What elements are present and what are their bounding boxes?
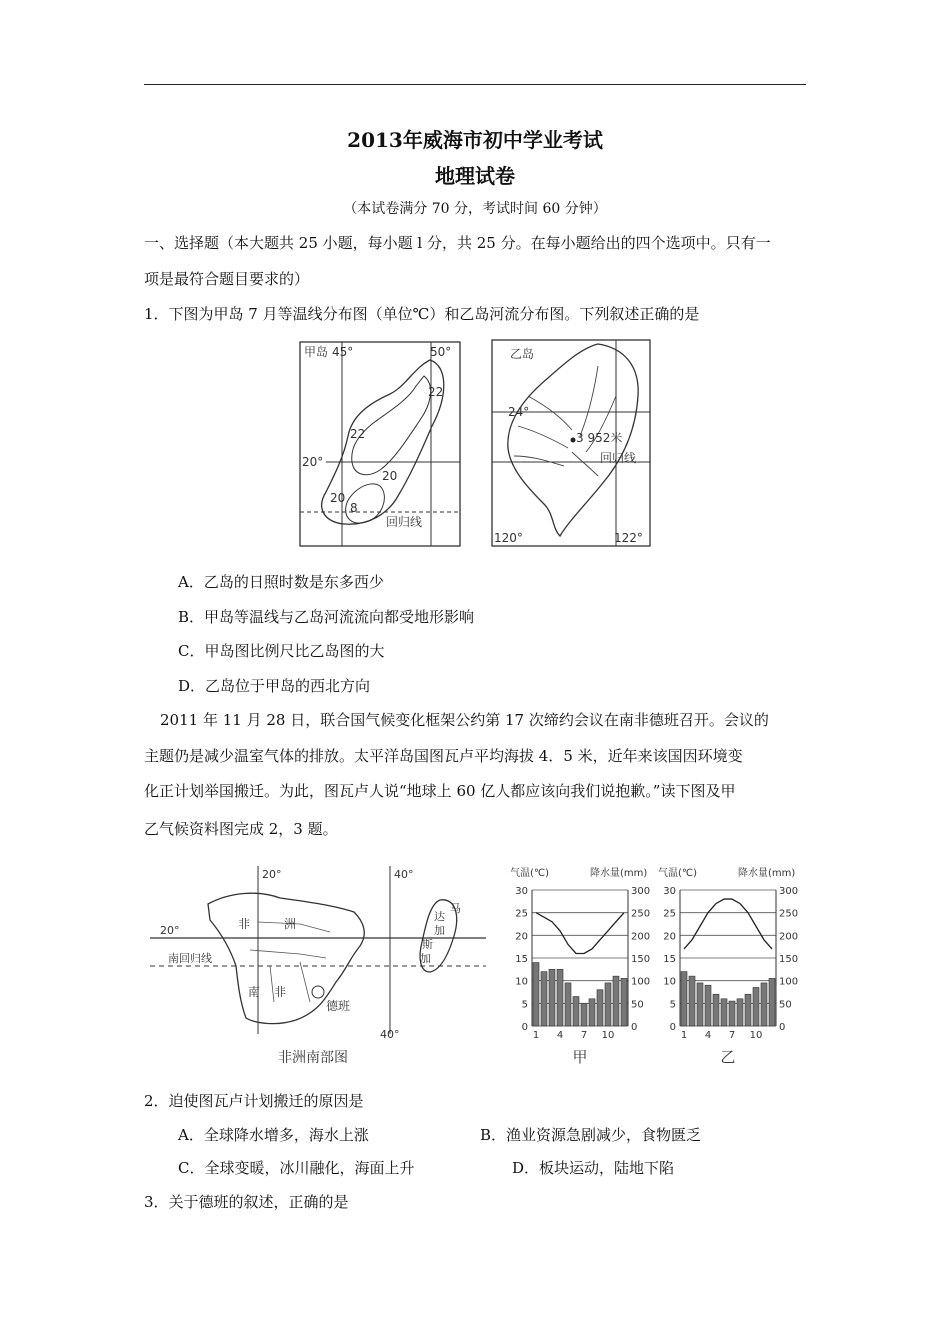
chart-1-precip-bar (761, 983, 767, 1026)
chart-1-precip-bar (769, 978, 775, 1026)
iso-label-2: 22 (350, 427, 366, 441)
chart-1-precip-bar (705, 985, 711, 1026)
label-fei: 非 (238, 917, 251, 931)
chart-1-right-tick: 50 (779, 999, 792, 1011)
chart-1-precip-bar (681, 972, 687, 1026)
chart-0-precip-bar (581, 1003, 587, 1026)
chart-1-ylabel-left: 气温(℃) (658, 868, 698, 879)
chart-1-caption: 乙 (720, 1048, 736, 1066)
chart-0-left-tick: 10 (515, 976, 528, 988)
chart-0-right-tick: 150 (631, 954, 651, 965)
chart-1-precip-bar (737, 999, 743, 1026)
section-heading-line1: 一、选择题（本大题共 25 小题，每小题 l 分，共 25 分。在每小题给出的四个选项中。只有一 (144, 234, 771, 252)
chart-0-precip-bar (533, 963, 539, 1026)
chart-0-left-tick: 5 (521, 999, 528, 1011)
chart-0-ylabel-left: 气温(℃) (510, 868, 550, 879)
chart-1-precip-bar (729, 1001, 735, 1026)
q1-option-d: D．乙岛位于甲岛的西北方向 (178, 677, 371, 695)
label-zhou: 洲 (284, 917, 297, 931)
chart-0-x-tick: 10 (601, 1030, 615, 1041)
question-2-stem: 2．迫使图瓦卢计划搬迁的原因是 (144, 1092, 364, 1110)
chart-1-left-tick: 0 (669, 1022, 676, 1033)
page-subtitle: 地理试卷 (435, 164, 515, 188)
tropic-label: 南回归线 (168, 952, 212, 965)
chart-1-temp-line (684, 899, 772, 949)
mada-2: 达 (434, 910, 445, 923)
chart-1-left-tick: 5 (669, 999, 676, 1011)
chart-1-x-tick: 1 (680, 1030, 688, 1041)
map-yi-lat: 24° (508, 405, 530, 419)
chart-0-precip-bar (589, 999, 595, 1026)
chart-1-left-tick: 25 (663, 908, 676, 920)
chart-0-left-tick: 30 (515, 886, 528, 897)
lon20-label: 20° (262, 868, 282, 881)
chart-0-left-tick: 0 (521, 1022, 528, 1033)
peak-marker (571, 438, 576, 443)
chart-0-caption: 甲 (572, 1048, 588, 1066)
passage-line3: 化正计划举国搬迁。为此，图瓦卢人说“地球上 60 亿人都应该向我们说抱歉。”读下图及甲 (144, 782, 736, 800)
map-jia-lat: 20° (302, 455, 324, 469)
q1-option-a: A．乙岛的日照时数是东多西少 (178, 573, 384, 591)
mada-3: 加 (434, 924, 445, 937)
passage-line2: 主题仍是减少温室气体的排放。太平洋岛国图瓦卢平均海拔 4．5 米，近年来该国因环境变 (144, 747, 743, 765)
map-yi-peak: 3 952米 (576, 431, 623, 445)
passage-line4: 乙气候资料图完成 2，3 题。 (144, 820, 338, 838)
chart-1-right-tick: 150 (779, 954, 799, 965)
chart-0-precip-bar (541, 972, 547, 1026)
mada-4: 斯 (422, 938, 433, 951)
question-1-stem: 1．下图为甲岛 7 月等温线分布图（单位℃）和乙岛河流分布图。下列叙述正确的是 (144, 305, 700, 323)
chart-1-x-tick: 7 (728, 1030, 736, 1041)
chart-0-right-tick: 100 (631, 976, 651, 988)
chart-1-precip-bar (753, 987, 759, 1026)
mada-5: 加 (420, 952, 431, 965)
chart-0-precip-bar (565, 983, 571, 1026)
map-yi-name: 乙岛 (510, 347, 535, 361)
passage-line1: 2011 年 11 月 28 日，联合国气候变化框架公约第 17 次缔约会议在南非德班召开。会议的 (160, 711, 769, 729)
iso-label-1: 22 (428, 385, 444, 399)
climate-charts (502, 862, 808, 1072)
chart-0-right-tick: 50 (631, 999, 644, 1011)
chart-0-temp-line (536, 913, 624, 954)
chart-0-precip-bar (605, 983, 611, 1026)
southern-africa-map (150, 862, 490, 1068)
chart-1-precip-bar (697, 983, 703, 1026)
chart-0-ylabel-right: 降水量(mm) (590, 868, 648, 879)
label-fei2: 非 (274, 985, 287, 999)
map-jia-lon-left: 45° (332, 345, 354, 359)
q2-option-b: B．渔业资源急剧减少，食物匮乏 (480, 1126, 702, 1144)
africa-map-caption: 非洲南部图 (278, 1050, 348, 1066)
chart-1-x-tick: 4 (704, 1030, 712, 1041)
chart-1-right-tick: 0 (779, 1022, 786, 1033)
section-heading-line2: 项是最符合题目要求的） (144, 270, 310, 288)
map-yi (492, 340, 650, 546)
chart-0-left-tick: 15 (515, 954, 528, 965)
iso-label-4: 20 (330, 491, 346, 505)
chart-0-x-tick: 7 (580, 1030, 588, 1041)
page-title: 2013年威海市初中学业考试 (347, 128, 603, 152)
chart-1-left-tick: 15 (663, 954, 676, 965)
chart-0-right-tick: 250 (631, 908, 651, 920)
q2-option-c: C．全球变暖，冰川融化，海面上升 (178, 1159, 415, 1177)
q2-option-d: D．板块运动，陆地下陷 (512, 1159, 675, 1177)
chart-1-left-tick: 30 (663, 886, 676, 897)
chart-0-x-tick: 1 (532, 1030, 540, 1041)
chart-1-precip-bar (689, 976, 695, 1026)
chart-0-precip-bar (557, 969, 563, 1026)
island-maps-figure (298, 336, 652, 548)
chart-0-precip-bar (549, 969, 555, 1026)
question-3-stem: 3．关于德班的叙述，正确的是 (144, 1193, 349, 1211)
chart-0-right-tick: 300 (631, 886, 651, 897)
label-durban: 德班 (326, 999, 351, 1013)
map-jia-lon-right: 50° (430, 345, 452, 359)
chart-1-ylabel-right: 降水量(mm) (738, 868, 796, 879)
iso-label-5: 8 (350, 501, 358, 515)
map-jia (300, 342, 460, 546)
chart-0-precip-bar (597, 990, 603, 1026)
chart-0-precip-bar (621, 978, 627, 1026)
lon40b-label: 40° (380, 1028, 400, 1041)
chart-1-right-tick: 300 (779, 886, 799, 897)
chart-1-precip-bar (745, 994, 751, 1026)
q2-option-a: A．全球降水增多，海水上涨 (178, 1126, 369, 1144)
mada-1: 马 (450, 902, 461, 915)
chart-1-right-tick: 100 (779, 976, 799, 988)
chart-0-left-tick: 20 (515, 931, 528, 943)
label-nan: 南 (248, 985, 261, 999)
chart-0-x-tick: 4 (556, 1030, 564, 1041)
q1-option-b: B．甲岛等温线与乙岛河流流向都受地形影响 (178, 608, 475, 626)
map-yi-tropic: 回归线 (600, 451, 637, 465)
lat20-label: 20° (160, 924, 180, 937)
chart-1-right-tick: 200 (779, 931, 799, 943)
header-rule (144, 84, 806, 85)
map-jia-name: 甲岛 (304, 345, 329, 359)
chart-1-right-tick: 250 (779, 908, 799, 920)
isotherm-22 (352, 376, 431, 475)
chart-0-left-tick: 25 (515, 908, 528, 920)
chart-0-precip-bar (573, 997, 579, 1026)
exam-note: （本试卷满分 70 分，考试时间 60 分钟） (343, 201, 607, 217)
chart-1-left-tick: 20 (663, 931, 676, 943)
lon40-label: 40° (394, 868, 414, 881)
map-jia-tropic: 回归线 (386, 515, 423, 529)
chart-1-precip-bar (713, 994, 719, 1026)
chart-0-right-tick: 200 (631, 931, 651, 943)
chart-1-x-tick: 10 (749, 1030, 763, 1041)
chart-1-left-tick: 10 (663, 976, 676, 988)
chart-1-precip-bar (721, 999, 727, 1026)
iso-label-3: 20 (382, 469, 398, 483)
chart-0-precip-bar (613, 976, 619, 1026)
map-yi-lon-left: 120° (494, 531, 523, 545)
q1-option-c: C．甲岛图比例尺比乙岛图的大 (178, 642, 385, 660)
borders (250, 922, 330, 1002)
map-yi-lon-right: 122° (614, 531, 643, 545)
durban-marker (312, 986, 324, 998)
chart-0-right-tick: 0 (631, 1022, 638, 1033)
